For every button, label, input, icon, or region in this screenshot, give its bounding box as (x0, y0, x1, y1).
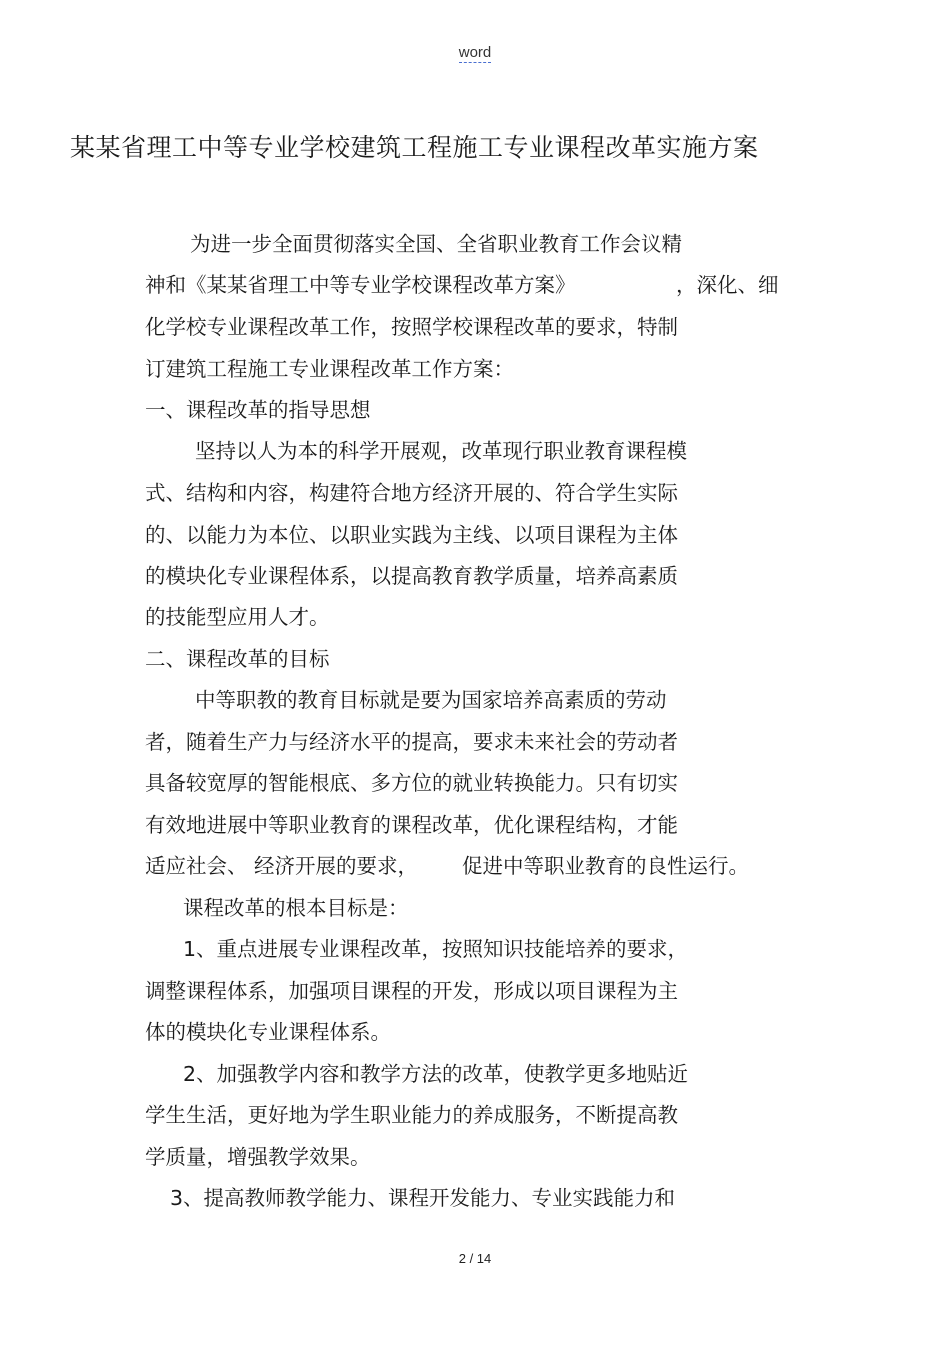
paragraph-line: 学生生活，更好地为学生职业能力的养成服务，不断提高教 (145, 1103, 678, 1127)
section-heading: 一、课程改革的指导思想 (145, 398, 371, 422)
paragraph-line: 坚持以人为本的科学开展观，改革现行职业教育课程模 (195, 439, 687, 463)
paragraph-line: 课程改革的根本目标是： (183, 896, 409, 920)
paragraph-line: 适应社会、 经济开展的要求， (145, 854, 419, 878)
paragraph-line: 式、结构和内容，构建符合地方经济开展的、符合学生实际 (145, 481, 678, 505)
list-item: 2、加强教学内容和教学方法的改革，使教学更多地贴近 (183, 1062, 689, 1086)
page-number: 2 / 14 (458, 1251, 492, 1266)
section-heading: 二、课程改革的目标 (145, 647, 330, 671)
paragraph-line: 的技能型应用人才。 (145, 605, 330, 629)
paragraph-line: 订建筑工程施工专业课程改革工作方案： (145, 357, 514, 381)
paragraph-line: 学质量，增强教学效果。 (145, 1145, 371, 1169)
paragraph-line: 者，随着生产力与经济水平的提高，要求未来社会的劳动者 (145, 730, 678, 754)
paragraph-line: 具备较宽厚的智能根底、多方位的就业转换能力。只有切实 (145, 771, 678, 795)
paragraph-line: 为进一步全面贯彻落实全国、全省职业教育工作会议精 (190, 232, 682, 256)
paragraph-line: 化学校专业课程改革工作，按照学校课程改革的要求，特制 (145, 315, 678, 339)
paragraph-line: 的、以能力为本位、以职业实践为主线、以项目课程为主体 (145, 523, 678, 547)
header-word-label: word (458, 44, 492, 61)
paragraph-line: 调整课程体系，加强项目课程的开发，形成以项目课程为主 (145, 979, 678, 1003)
paragraph-line: ，深化、细 (676, 273, 779, 297)
page-header (0, 44, 950, 61)
paragraph-line: 体的模块化专业课程体系。 (145, 1020, 391, 1044)
document-title: 某某省理工中等专业学校建筑工程施工专业课程改革实施方案 (70, 133, 759, 162)
paragraph-line: 促进中等职业教育的良性运行。 (462, 854, 749, 878)
paragraph-line: 神和《某某省理工中等专业学校课程改革方案》 (145, 273, 576, 297)
list-item: 3、提高教师教学能力、课程开发能力、专业实践能力和 (170, 1186, 676, 1210)
paragraph-line: 中等职教的教育目标就是要为国家培养高素质的劳动 (195, 688, 667, 712)
list-item: 1、重点进展专业课程改革，按照知识技能培养的要求， (183, 937, 689, 961)
paragraph-line: 有效地进展中等职业教育的课程改革，优化课程结构，才能 (145, 813, 678, 837)
paragraph-line: 的模块化专业课程体系，以提高教育教学质量，培养高素质 (145, 564, 678, 588)
